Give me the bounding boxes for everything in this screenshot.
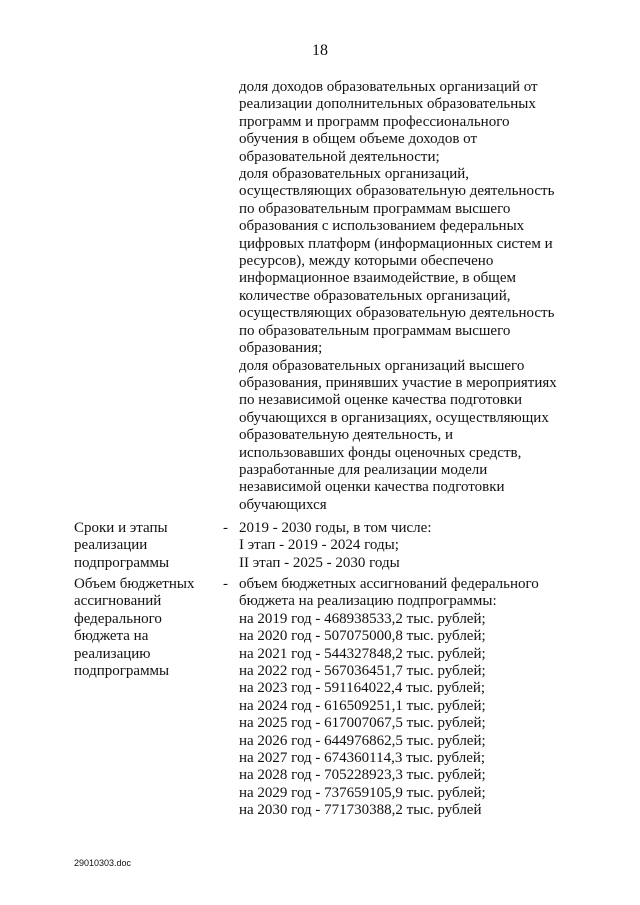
label-line: Объем бюджетных [74, 576, 195, 592]
budget-value [239, 576, 599, 820]
value-line: на 2020 год - 507075000,8 тыс. рублей; [239, 628, 486, 645]
text-line: образовательной деятельности; [239, 148, 440, 165]
terms-label [74, 520, 209, 572]
label-line: подпрограммы [74, 554, 170, 571]
value-line: на 2021 год - 544327848,2 тыс. рублей; [239, 645, 486, 662]
value-line: на 2027 год - 674360114,3 тыс. рублей; [239, 750, 486, 767]
text-line: образования с использованием федеральных [239, 218, 525, 235]
file-name-footer: 29010303.doc [74, 858, 132, 868]
text-line: обучающихся в организациях, осуществляющих [239, 409, 549, 426]
text-line: реализации дополнительных образовательных [239, 96, 536, 113]
value-line: на 2024 год - 616509251,1 тыс. рублей; [239, 697, 486, 714]
value-line: I этап - 2019 - 2024 годы; [239, 537, 399, 554]
value-line: на 2029 год - 737659105,9 тыс. рублей; [239, 784, 486, 801]
label-line: реализацию [74, 645, 151, 662]
value-line: на 2026 год - 644976862,5 тыс. рублей; [239, 732, 486, 749]
label-line: бюджета на [74, 628, 149, 645]
value-line: на 2019 год - 468938533,2 тыс. рублей; [239, 610, 486, 627]
text-line: по независимой оценке качества подготовки [239, 392, 523, 409]
value-line: на 2022 год - 567036451,7 тыс. рублей; [239, 663, 486, 680]
value-line: на 2025 год - 617007067,5 тыс. рублей; [239, 715, 486, 732]
page-number: 18 [312, 42, 328, 59]
text-line: доля образовательных организаций, [239, 166, 470, 183]
text-line: количестве образовательных организаций, [239, 287, 511, 304]
text-line: по образовательным программам высшего [239, 322, 511, 339]
text-line: по образовательным программам высшего [239, 200, 511, 217]
text-line: осуществляющих образовательную деятельность [239, 183, 555, 200]
text-line: осуществляющих образовательную деятельность [239, 305, 555, 322]
label-line: подпрограммы [74, 663, 170, 680]
text-line: обучающихся [239, 496, 327, 513]
label-line: федерального [74, 610, 162, 627]
terms-value [239, 520, 599, 572]
text-line: доля образовательных организаций высшего [239, 357, 525, 374]
value-line: на 2028 год - 705228923,3 тыс. рублей; [239, 767, 486, 784]
text-line: доля доходов образовательных организаций от [239, 79, 538, 95]
value-line: II этап - 2025 - 2030 годы [239, 554, 400, 571]
value-line: бюджета на реализацию подпрограммы: [239, 593, 497, 610]
text-line: образовательную деятельность, и [239, 427, 454, 444]
text-line: образования; [239, 340, 323, 357]
text-line: разработанные для реализации модели [239, 461, 488, 478]
terms-dash: - [223, 520, 228, 536]
value-line: объем бюджетных ассигнований федерального [239, 576, 539, 592]
text-line: обучения в общем объеме доходов от [239, 131, 478, 148]
text-line: программ и программ профессионального [239, 113, 510, 130]
text-line: информационное взаимодействие, в общем [239, 270, 517, 287]
label-line: ассигнований [74, 593, 162, 610]
budget-label [74, 576, 209, 680]
label-line: реализации [74, 537, 148, 554]
text-line: цифровых платформ (информационных систем и [239, 235, 553, 252]
text-line: ресурсов), между которыми обеспечено [239, 253, 494, 270]
value-line: 2019 - 2030 годы, в том числе: [239, 520, 432, 536]
label-line: Сроки и этапы [74, 520, 168, 536]
text-line: независимой оценки качества подготовки [239, 479, 505, 496]
value-line: на 2023 год - 591164022,4 тыс. рублей; [239, 680, 486, 697]
text-line: образования, принявших участие в мероприятиях [239, 374, 557, 391]
value-line: на 2030 год - 771730388,2 тыс. рублей [239, 802, 482, 819]
budget-dash: - [223, 576, 228, 592]
indicators-continuation [239, 79, 579, 514]
text-line: использовавших фонды оценочных средств, [239, 444, 522, 461]
